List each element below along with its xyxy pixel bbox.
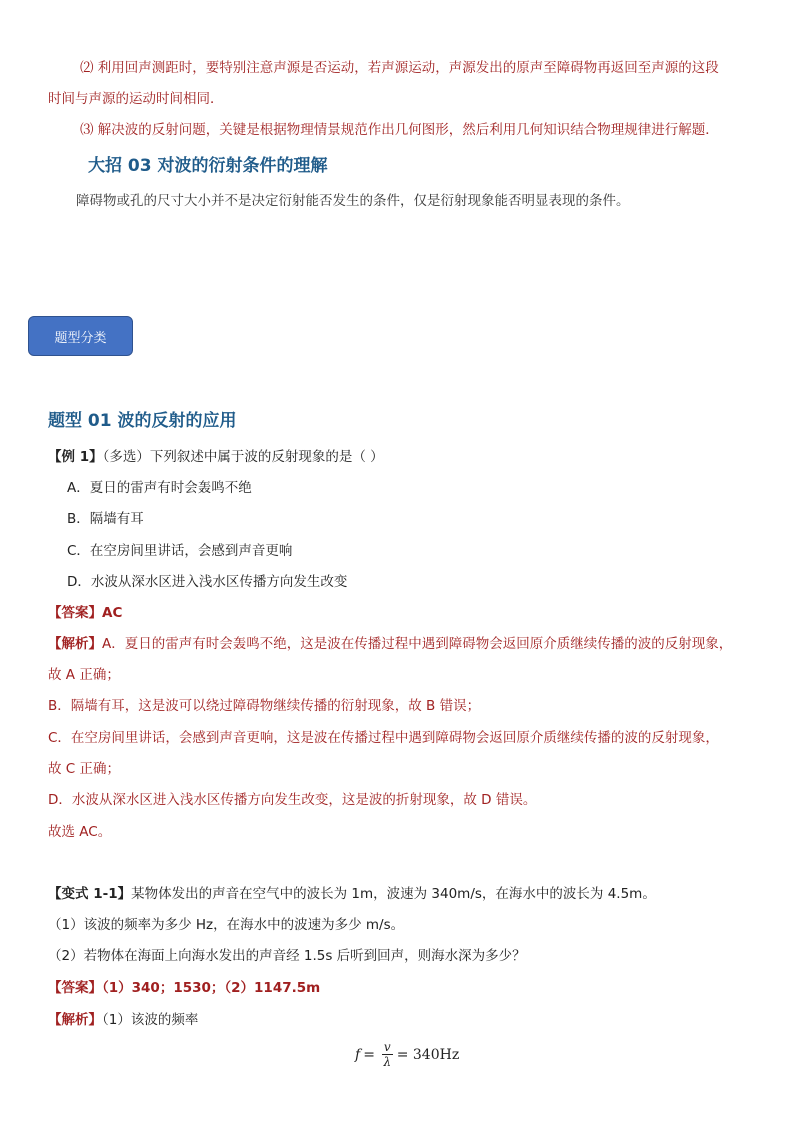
heading-dazhao-03: 大招 03 对波的衍射条件的理解 [88, 156, 328, 176]
top-paragraph-2-line-1: ⑵ 利用回声测距时，要特别注意声源是否运动，若声源运动，声源发出的原声至障碍物再返回至声源的这段 [80, 60, 719, 76]
variant-question: 某物体发出的声音在空气中的波长为 1m，波速为 340m/s，在海水中的波长为 4.5m。 [131, 886, 656, 902]
question-type-tag[interactable]: 题型分类 [28, 316, 133, 356]
formula-equals: = [363, 1046, 375, 1063]
variant-question-2: （2）若物体在海面上向海水发出的声音经 1.5s 后听到回声，则海水深为多少？ [48, 948, 526, 964]
example-1-analysis-line-2: 故 A 正确； [48, 667, 120, 683]
option-d: D．水波从深水区进入浅水区传播方向发生改变 [67, 574, 348, 590]
example-1-analysis-line-3: B．隔墙有耳，这是波可以绕过障碍物继续传播的衍射现象，故 B 错误； [48, 698, 481, 714]
formula-rhs: = 340Hz [396, 1046, 460, 1063]
variant-analysis-label: 【解析】 [48, 1012, 102, 1028]
formula-fraction [382, 1040, 393, 1069]
paragraph-diffraction: 障碍物或孔的尺寸大小并不是决定衍射能否发生的条件，仅是衍射现象能否明显表现的条件。 [76, 193, 630, 209]
variant-1-1-stem [48, 882, 656, 902]
answer-label: 【答案】 [48, 605, 102, 621]
variant-question-1: （1）该波的频率为多少 Hz，在海水中的波速为多少 m/s。 [48, 917, 405, 933]
answer-value: AC [102, 605, 123, 621]
analysis-label: 【解析】 [48, 636, 102, 652]
variant-answer [48, 976, 320, 996]
top-paragraph-2-line-2: 时间与声源的运动时间相同． [48, 91, 224, 107]
example-1-analysis-line-6: D．水波从深水区进入浅水区传播方向发生改变，这是波的折射现象，故 D 错误。 [48, 792, 537, 808]
variant-analysis [48, 1008, 198, 1028]
example-1-question: （多选）下列叙述中属于波的反射现象的是（ ） [102, 449, 384, 465]
formula-denominator: λ [383, 1055, 392, 1069]
example-1-analysis-line-4: C．在空房间里讲话，会感到声音更响，这是波在传播过程中遇到障碍物会返回原介质继续传播的波的反射现象， [48, 730, 719, 746]
option-c: C．在空房间里讲话，会感到声音更响 [67, 543, 293, 559]
formula-lhs: f [355, 1046, 361, 1063]
example-1-analysis-line-1 [48, 632, 732, 652]
variant-analysis-text: （1）该波的频率 [102, 1012, 199, 1028]
variant-answer-label: 【答案】 [48, 980, 102, 996]
variant-label: 【变式 1-1】 [48, 886, 132, 902]
example-1-label: 【例 1】 [48, 449, 103, 465]
formula-numerator: v [383, 1040, 391, 1054]
option-a: A．夏日的雷声有时会轰鸣不绝 [67, 480, 252, 496]
example-1-stem [48, 445, 384, 465]
frequency-formula [355, 1040, 459, 1069]
option-b: B．隔墙有耳 [67, 511, 144, 527]
top-paragraph-3: ⑶ 解决波的反射问题，关键是根据物理情景规范作出几何图形，然后利用几何知识结合物理规律进行解题． [80, 122, 719, 138]
variant-answer-value: （1）340；1530；（2）1147.5m [102, 980, 321, 996]
example-1-answer [48, 601, 122, 621]
analysis-text-1: A．夏日的雷声有时会轰鸣不绝，这是波在传播过程中遇到障碍物会返回原介质继续传播的波的反射现象， [102, 636, 733, 652]
example-1-analysis-line-5: 故 C 正确； [48, 761, 121, 777]
heading-type-01: 题型 01 波的反射的应用 [48, 411, 237, 431]
example-1-analysis-line-7: 故选 AC。 [48, 824, 112, 840]
